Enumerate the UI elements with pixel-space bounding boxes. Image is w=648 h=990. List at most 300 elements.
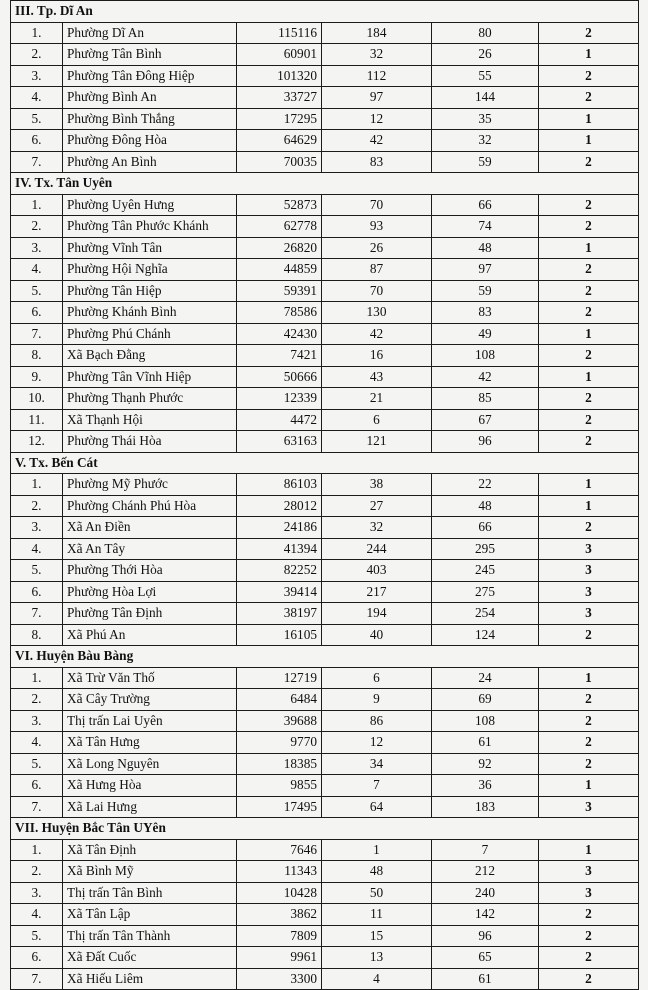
row-number: 1. (11, 194, 63, 216)
unit-name: Phường Chánh Phú Hòa (63, 495, 237, 517)
unit-name: Phường Hòa Lợi (63, 581, 237, 603)
count-a-value: 244 (322, 538, 432, 560)
population-value: 24186 (237, 517, 322, 539)
population-value: 10428 (237, 882, 322, 904)
population-value: 70035 (237, 151, 322, 173)
count-a-value: 403 (322, 560, 432, 582)
count-a-value: 42 (322, 323, 432, 345)
population-value: 86103 (237, 474, 322, 496)
count-b-value: 108 (432, 710, 539, 732)
count-b-value: 26 (432, 44, 539, 66)
grade-value: 1 (539, 839, 639, 861)
unit-name: Xã Hiếu Liêm (63, 968, 237, 990)
count-a-value: 13 (322, 947, 432, 969)
grade-value: 2 (539, 22, 639, 44)
population-value: 33727 (237, 87, 322, 109)
unit-name: Phường Tân Định (63, 603, 237, 625)
count-b-value: 42 (432, 366, 539, 388)
count-a-value: 12 (322, 108, 432, 130)
row-number: 4. (11, 732, 63, 754)
row-number: 2. (11, 495, 63, 517)
table-row (11, 44, 639, 66)
table-row (11, 259, 639, 281)
count-b-value: 48 (432, 237, 539, 259)
unit-name: Xã Cây Trường (63, 689, 237, 711)
count-b-value: 67 (432, 409, 539, 431)
row-number: 3. (11, 710, 63, 732)
unit-name: Xã Phú An (63, 624, 237, 646)
count-b-value: 275 (432, 581, 539, 603)
count-a-value: 217 (322, 581, 432, 603)
table-row (11, 130, 639, 152)
table-row (11, 689, 639, 711)
count-b-value: 61 (432, 732, 539, 754)
population-value: 7646 (237, 839, 322, 861)
table-body (11, 1, 639, 990)
population-value: 101320 (237, 65, 322, 87)
row-number: 5. (11, 753, 63, 775)
row-number: 2. (11, 44, 63, 66)
unit-name: Phường Thạnh Phước (63, 388, 237, 410)
row-number: 5. (11, 560, 63, 582)
grade-value: 2 (539, 87, 639, 109)
count-a-value: 32 (322, 517, 432, 539)
count-a-value: 64 (322, 796, 432, 818)
unit-name: Thị trấn Tân Bình (63, 882, 237, 904)
table-row (11, 409, 639, 431)
table-row (11, 474, 639, 496)
grade-value: 2 (539, 259, 639, 281)
grade-value: 2 (539, 732, 639, 754)
row-number: 7. (11, 603, 63, 625)
count-a-value: 11 (322, 904, 432, 926)
row-number: 10. (11, 388, 63, 410)
count-a-value: 4 (322, 968, 432, 990)
population-value: 3300 (237, 968, 322, 990)
count-b-value: 212 (432, 861, 539, 883)
count-b-value: 59 (432, 280, 539, 302)
statistics-table (10, 0, 639, 990)
table-row (11, 882, 639, 904)
count-b-value: 96 (432, 925, 539, 947)
count-a-value: 21 (322, 388, 432, 410)
unit-name: Phường Vĩnh Tân (63, 237, 237, 259)
population-value: 3862 (237, 904, 322, 926)
section-header-row (11, 452, 639, 474)
grade-value: 2 (539, 280, 639, 302)
section-title: III. Tp. Dĩ An (11, 1, 639, 23)
grade-value: 2 (539, 151, 639, 173)
grade-value: 2 (539, 345, 639, 367)
row-number: 3. (11, 65, 63, 87)
count-b-value: 66 (432, 517, 539, 539)
population-value: 44859 (237, 259, 322, 281)
unit-name: Phường Dĩ An (63, 22, 237, 44)
grade-value: 2 (539, 753, 639, 775)
count-b-value: 183 (432, 796, 539, 818)
grade-value: 2 (539, 409, 639, 431)
count-b-value: 69 (432, 689, 539, 711)
table-row (11, 388, 639, 410)
table-row (11, 431, 639, 453)
unit-name: Xã Bình Mỹ (63, 861, 237, 883)
table-row (11, 581, 639, 603)
unit-name: Xã Trừ Văn Thố (63, 667, 237, 689)
table-row (11, 603, 639, 625)
grade-value: 1 (539, 237, 639, 259)
unit-name: Xã An Tây (63, 538, 237, 560)
count-b-value: 7 (432, 839, 539, 861)
table-row (11, 517, 639, 539)
unit-name: Phường Tân Đông Hiệp (63, 65, 237, 87)
row-number: 7. (11, 151, 63, 173)
row-number: 6. (11, 302, 63, 324)
count-b-value: 245 (432, 560, 539, 582)
table-row (11, 323, 639, 345)
row-number: 1. (11, 474, 63, 496)
population-value: 9855 (237, 775, 322, 797)
count-a-value: 40 (322, 624, 432, 646)
row-number: 6. (11, 130, 63, 152)
population-value: 38197 (237, 603, 322, 625)
population-value: 11343 (237, 861, 322, 883)
row-number: 4. (11, 259, 63, 281)
population-value: 41394 (237, 538, 322, 560)
count-b-value: 35 (432, 108, 539, 130)
row-number: 2. (11, 689, 63, 711)
population-value: 39688 (237, 710, 322, 732)
table-row (11, 775, 639, 797)
count-b-value: 85 (432, 388, 539, 410)
population-value: 9961 (237, 947, 322, 969)
population-value: 39414 (237, 581, 322, 603)
count-a-value: 42 (322, 130, 432, 152)
section-header-row (11, 173, 639, 195)
grade-value: 1 (539, 495, 639, 517)
table-row (11, 796, 639, 818)
grade-value: 1 (539, 366, 639, 388)
grade-value: 2 (539, 431, 639, 453)
grade-value: 2 (539, 689, 639, 711)
row-number: 6. (11, 947, 63, 969)
table-row (11, 87, 639, 109)
population-value: 64629 (237, 130, 322, 152)
unit-name: Xã An Điền (63, 517, 237, 539)
table-row (11, 947, 639, 969)
section-title: VI. Huyện Bàu Bàng (11, 646, 639, 668)
row-number: 12. (11, 431, 63, 453)
row-number: 2. (11, 861, 63, 883)
count-a-value: 34 (322, 753, 432, 775)
population-value: 12719 (237, 667, 322, 689)
table-row (11, 65, 639, 87)
count-b-value: 124 (432, 624, 539, 646)
count-a-value: 7 (322, 775, 432, 797)
count-a-value: 50 (322, 882, 432, 904)
grade-value: 3 (539, 882, 639, 904)
population-value: 4472 (237, 409, 322, 431)
grade-value: 1 (539, 775, 639, 797)
count-b-value: 83 (432, 302, 539, 324)
row-number: 3. (11, 882, 63, 904)
grade-value: 2 (539, 710, 639, 732)
unit-name: Xã Tân Lập (63, 904, 237, 926)
table-row (11, 667, 639, 689)
table-row (11, 22, 639, 44)
unit-name: Phường Tân Hiệp (63, 280, 237, 302)
table-row (11, 732, 639, 754)
unit-name: Phường Bình An (63, 87, 237, 109)
unit-name: Phường Đông Hòa (63, 130, 237, 152)
count-a-value: 1 (322, 839, 432, 861)
grade-value: 1 (539, 108, 639, 130)
section-title: VII. Huyện Bắc Tân UYên (11, 818, 639, 840)
table-row (11, 194, 639, 216)
unit-name: Xã Tân Định (63, 839, 237, 861)
count-a-value: 130 (322, 302, 432, 324)
unit-name: Thị trấn Lai Uyên (63, 710, 237, 732)
grade-value: 2 (539, 216, 639, 238)
count-a-value: 15 (322, 925, 432, 947)
count-a-value: 16 (322, 345, 432, 367)
count-b-value: 66 (432, 194, 539, 216)
count-a-value: 70 (322, 280, 432, 302)
unit-name: Phường Thái Hòa (63, 431, 237, 453)
population-value: 52873 (237, 194, 322, 216)
count-b-value: 254 (432, 603, 539, 625)
count-a-value: 48 (322, 861, 432, 883)
count-b-value: 36 (432, 775, 539, 797)
row-number: 6. (11, 581, 63, 603)
population-value: 62778 (237, 216, 322, 238)
count-a-value: 112 (322, 65, 432, 87)
row-number: 5. (11, 280, 63, 302)
unit-name: Xã Đất Cuốc (63, 947, 237, 969)
count-a-value: 87 (322, 259, 432, 281)
population-value: 18385 (237, 753, 322, 775)
unit-name: Xã Thạnh Hội (63, 409, 237, 431)
row-number: 4. (11, 538, 63, 560)
count-b-value: 48 (432, 495, 539, 517)
count-a-value: 9 (322, 689, 432, 711)
row-number: 11. (11, 409, 63, 431)
row-number: 8. (11, 345, 63, 367)
count-a-value: 184 (322, 22, 432, 44)
table-row (11, 538, 639, 560)
unit-name: Phường Tân Phước Khánh (63, 216, 237, 238)
count-b-value: 65 (432, 947, 539, 969)
table-row (11, 108, 639, 130)
count-b-value: 22 (432, 474, 539, 496)
table-row (11, 237, 639, 259)
count-a-value: 86 (322, 710, 432, 732)
grade-value: 2 (539, 517, 639, 539)
section-header-row (11, 646, 639, 668)
count-b-value: 61 (432, 968, 539, 990)
count-b-value: 142 (432, 904, 539, 926)
table-row (11, 560, 639, 582)
row-number: 3. (11, 517, 63, 539)
document-page (10, 0, 638, 990)
unit-name: Phường Tân Vĩnh Hiệp (63, 366, 237, 388)
row-number: 4. (11, 904, 63, 926)
table-row (11, 753, 639, 775)
section-title: V. Tx. Bến Cát (11, 452, 639, 474)
count-a-value: 26 (322, 237, 432, 259)
population-value: 7809 (237, 925, 322, 947)
count-b-value: 144 (432, 87, 539, 109)
unit-name: Phường Thới Hòa (63, 560, 237, 582)
population-value: 42430 (237, 323, 322, 345)
row-number: 2. (11, 216, 63, 238)
population-value: 6484 (237, 689, 322, 711)
count-a-value: 38 (322, 474, 432, 496)
unit-name: Xã Hưng Hòa (63, 775, 237, 797)
table-row (11, 151, 639, 173)
grade-value: 1 (539, 44, 639, 66)
unit-name: Phường Phú Chánh (63, 323, 237, 345)
population-value: 17295 (237, 108, 322, 130)
population-value: 12339 (237, 388, 322, 410)
unit-name: Phường Hội Nghĩa (63, 259, 237, 281)
population-value: 60901 (237, 44, 322, 66)
population-value: 50666 (237, 366, 322, 388)
unit-name: Phường Uyên Hưng (63, 194, 237, 216)
table-row (11, 839, 639, 861)
count-a-value: 32 (322, 44, 432, 66)
grade-value: 3 (539, 581, 639, 603)
table-row (11, 624, 639, 646)
count-b-value: 55 (432, 65, 539, 87)
unit-name: Phường Bình Thắng (63, 108, 237, 130)
population-value: 16105 (237, 624, 322, 646)
table-row (11, 280, 639, 302)
count-b-value: 80 (432, 22, 539, 44)
count-b-value: 92 (432, 753, 539, 775)
row-number: 7. (11, 323, 63, 345)
count-b-value: 97 (432, 259, 539, 281)
count-b-value: 240 (432, 882, 539, 904)
count-a-value: 194 (322, 603, 432, 625)
population-value: 7421 (237, 345, 322, 367)
population-value: 115116 (237, 22, 322, 44)
table-row (11, 345, 639, 367)
count-a-value: 121 (322, 431, 432, 453)
unit-name: Xã Bạch Đằng (63, 345, 237, 367)
grade-value: 2 (539, 624, 639, 646)
section-header-row (11, 818, 639, 840)
row-number: 1. (11, 667, 63, 689)
table-row (11, 925, 639, 947)
count-b-value: 32 (432, 130, 539, 152)
grade-value: 1 (539, 474, 639, 496)
grade-value: 2 (539, 947, 639, 969)
population-value: 78586 (237, 302, 322, 324)
count-a-value: 70 (322, 194, 432, 216)
unit-name: Thị trấn Tân Thành (63, 925, 237, 947)
grade-value: 1 (539, 130, 639, 152)
count-b-value: 74 (432, 216, 539, 238)
table-row (11, 302, 639, 324)
row-number: 5. (11, 108, 63, 130)
population-value: 9770 (237, 732, 322, 754)
count-b-value: 59 (432, 151, 539, 173)
grade-value: 2 (539, 65, 639, 87)
row-number: 4. (11, 87, 63, 109)
grade-value: 2 (539, 302, 639, 324)
unit-name: Xã Long Nguyên (63, 753, 237, 775)
count-b-value: 108 (432, 345, 539, 367)
unit-name: Phường An Bình (63, 151, 237, 173)
population-value: 63163 (237, 431, 322, 453)
row-number: 3. (11, 237, 63, 259)
unit-name: Phường Mỹ Phước (63, 474, 237, 496)
count-a-value: 6 (322, 667, 432, 689)
row-number: 8. (11, 624, 63, 646)
grade-value: 2 (539, 968, 639, 990)
table-row (11, 216, 639, 238)
count-b-value: 24 (432, 667, 539, 689)
grade-value: 2 (539, 194, 639, 216)
row-number: 1. (11, 839, 63, 861)
row-number: 9. (11, 366, 63, 388)
count-a-value: 12 (322, 732, 432, 754)
table-row (11, 904, 639, 926)
count-a-value: 97 (322, 87, 432, 109)
count-a-value: 83 (322, 151, 432, 173)
unit-name: Xã Tân Hưng (63, 732, 237, 754)
population-value: 59391 (237, 280, 322, 302)
grade-value: 3 (539, 861, 639, 883)
grade-value: 2 (539, 925, 639, 947)
count-b-value: 96 (432, 431, 539, 453)
count-a-value: 93 (322, 216, 432, 238)
table-row (11, 710, 639, 732)
population-value: 28012 (237, 495, 322, 517)
population-value: 26820 (237, 237, 322, 259)
grade-value: 1 (539, 667, 639, 689)
row-number: 7. (11, 968, 63, 990)
count-a-value: 27 (322, 495, 432, 517)
table-row (11, 861, 639, 883)
row-number: 5. (11, 925, 63, 947)
grade-value: 2 (539, 904, 639, 926)
grade-value: 3 (539, 603, 639, 625)
count-b-value: 49 (432, 323, 539, 345)
row-number: 1. (11, 22, 63, 44)
section-header-row (11, 1, 639, 23)
unit-name: Phường Tân Bình (63, 44, 237, 66)
population-value: 17495 (237, 796, 322, 818)
section-title: IV. Tx. Tân Uyên (11, 173, 639, 195)
table-row (11, 495, 639, 517)
count-b-value: 295 (432, 538, 539, 560)
count-a-value: 43 (322, 366, 432, 388)
grade-value: 3 (539, 560, 639, 582)
grade-value: 3 (539, 796, 639, 818)
unit-name: Phường Khánh Bình (63, 302, 237, 324)
population-value: 82252 (237, 560, 322, 582)
unit-name: Xã Lai Hưng (63, 796, 237, 818)
count-a-value: 6 (322, 409, 432, 431)
grade-value: 1 (539, 323, 639, 345)
row-number: 7. (11, 796, 63, 818)
grade-value: 2 (539, 388, 639, 410)
row-number: 6. (11, 775, 63, 797)
table-row (11, 366, 639, 388)
table-row (11, 968, 639, 990)
grade-value: 3 (539, 538, 639, 560)
